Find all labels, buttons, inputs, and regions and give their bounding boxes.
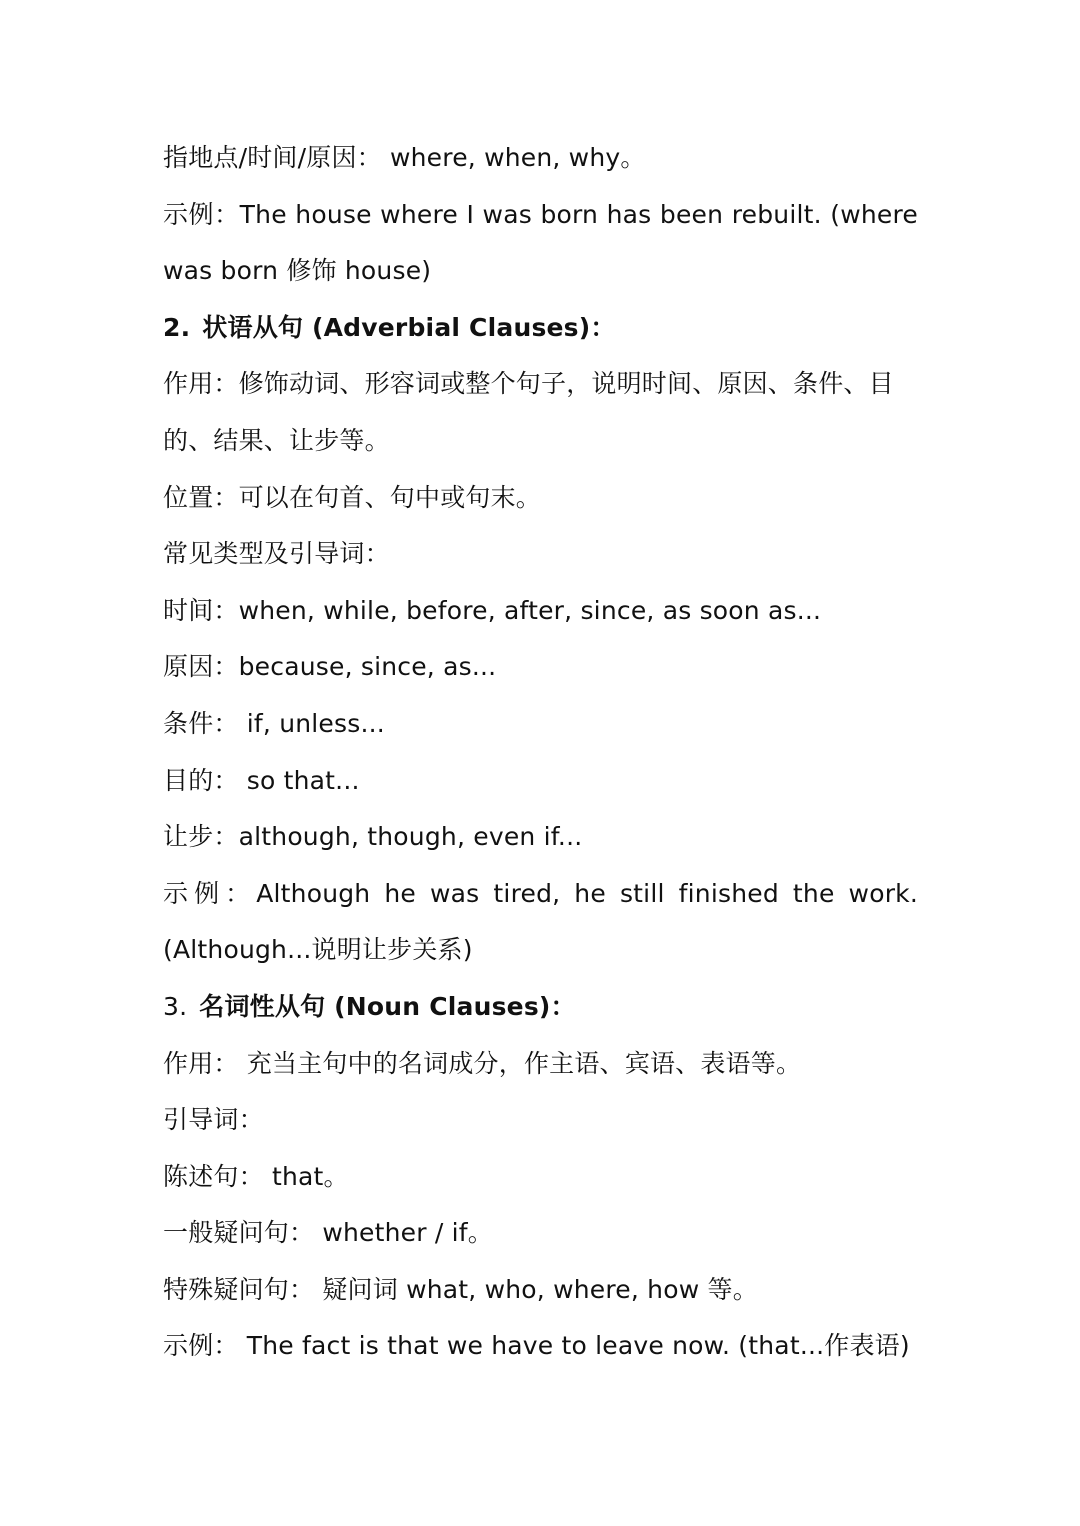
section-heading-noun <box>163 979 918 1036</box>
section-number: 3. <box>163 991 188 1021</box>
text-line: 位置：可以在句首、句中或句末。 <box>163 482 542 512</box>
section-number: 2. <box>163 312 191 342</box>
document-page <box>163 130 918 1375</box>
section-title: 名词性从句 (Noun Clauses)： <box>199 991 576 1021</box>
text-line: was born 修饰 house) <box>163 256 432 286</box>
text-line: 时间：when, while, before, after, since, as soon as... <box>163 595 822 625</box>
text-line: 让步：although, though, even if... <box>163 822 583 852</box>
text-line: 陈述句： that。 <box>163 1161 349 1191</box>
text-line: (Although...说明让步关系) <box>163 935 473 965</box>
text-line: 原因：because, since, as... <box>163 652 497 682</box>
text-line: 的、结果、让步等。 <box>163 425 390 455</box>
text-line: 示例：Although he was tired, he still finished the work. <box>163 878 918 908</box>
text-line: 示例： The fact is that we have to leave now. (that...作表语) <box>163 1331 910 1361</box>
text-line: 常见类型及引导词： <box>163 539 390 569</box>
section-title: 状语从句 (Adverbial Clauses)： <box>202 312 616 342</box>
text-line: 目的： so that... <box>163 765 360 795</box>
text-line: 作用： 充当主句中的名词成分，作主语、宾语、表语等。 <box>163 1048 802 1078</box>
text-line: 作用：修饰动词、形容词或整个句子，说明时间、原因、条件、目 <box>163 369 894 399</box>
text-line: 一般疑问句： whether / if。 <box>163 1218 493 1248</box>
text-line: 特殊疑问句： 疑问词 what, who, where, how 等。 <box>163 1274 758 1304</box>
text-line: 引导词： <box>163 1105 264 1135</box>
text-line: 条件： if, unless... <box>163 708 385 738</box>
section-heading-adverbial <box>163 300 918 357</box>
text-line: 指地点/时间/原因： where, when, why。 <box>163 143 646 172</box>
text-line: 示例：The house where I was born has been rebuilt. (where <box>163 199 918 229</box>
